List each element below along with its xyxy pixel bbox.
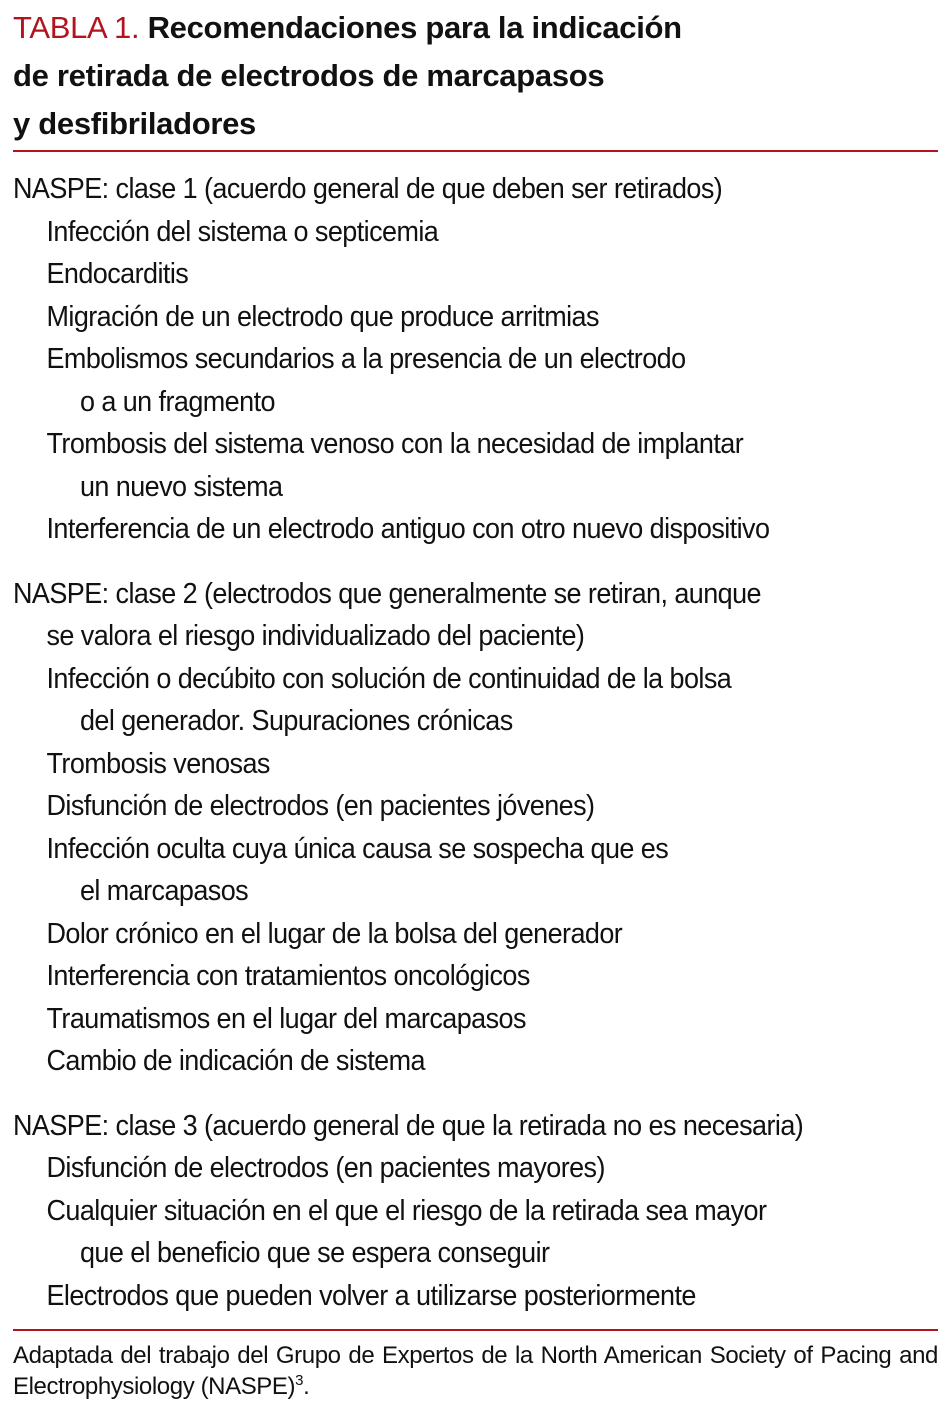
list-item: Cualquier situación en el que el riesgo de la retirada sea mayor — [46, 1194, 767, 1227]
table-footnote — [13, 1340, 938, 1402]
list-item: Cambio de indicación de sistema — [46, 1045, 425, 1077]
footnote-text: Adaptada del trabajo del Grupo de Expertos de la North American Society of Pacing and Electrophysiology (NASPE) — [13, 1342, 938, 1400]
table-heading-line-1: Recomendaciones para la indicación — [147, 10, 682, 45]
footnote-period: . — [303, 1373, 310, 1400]
list-item: Infección del sistema o septicemia — [46, 215, 439, 248]
section-heading: NASPE: clase 2 (electrodos que generalmente se retiran, aunque — [13, 577, 761, 610]
list-item-continuation: el marcapasos — [79, 875, 249, 907]
section-heading-continuation: se valora el riesgo individualizado del paciente) — [46, 620, 585, 652]
list-item: Migración de un electrodo que produce arritmias — [46, 300, 599, 333]
bottom-divider — [13, 1329, 938, 1331]
list-item: Traumatismos en el lugar del marcapasos — [46, 1002, 526, 1035]
footnote-reference: 3 — [295, 1372, 304, 1389]
list-item: Disfunción de electrodos (en pacientes mayores) — [46, 1152, 605, 1184]
list-item: Trombosis venosas — [46, 747, 270, 780]
table-heading-line-3: y desfibriladores — [13, 106, 256, 141]
list-item: Infección oculta cuya única causa se sospecha que es — [46, 832, 669, 865]
list-item: Interferencia de un electrodo antiguo con otro nuevo dispositivo — [46, 513, 770, 545]
list-item: Interferencia con tratamientos oncológicos — [46, 960, 530, 992]
list-item: Trombosis del sistema venoso con la necesidad de implantar — [46, 428, 744, 460]
table-body — [13, 168, 873, 1317]
section-heading: NASPE: clase 3 (acuerdo general de que la retirada no es necesaria) — [13, 1109, 804, 1142]
section-class-2 — [13, 573, 873, 1083]
list-item: Electrodos que pueden volver a utilizarse posteriormente — [46, 1279, 696, 1312]
section-heading: NASPE: clase 1 (acuerdo general de que deben ser retirados) — [13, 173, 723, 205]
section-class-3 — [13, 1105, 873, 1318]
table-label: TABLA 1. — [13, 10, 140, 45]
list-item: Embolismos secundarios a la presencia de un electrodo — [46, 343, 686, 375]
section-class-1 — [13, 168, 873, 551]
list-item: Disfunción de electrodos (en pacientes jóvenes) — [46, 790, 595, 822]
list-item-continuation: que el beneficio que se espera conseguir — [79, 1237, 550, 1269]
list-item-continuation: o a un fragmento — [79, 385, 275, 418]
list-item-continuation: un nuevo sistema — [79, 470, 283, 503]
table-heading-line-2: de retirada de electrodos de marcapasos — [13, 58, 605, 93]
list-item-continuation: del generador. Supuraciones crónicas — [79, 705, 513, 737]
list-item: Infección o decúbito con solución de continuidad de la bolsa — [46, 662, 732, 695]
list-item: Dolor crónico en el lugar de la bolsa del generador — [46, 917, 623, 950]
top-divider — [13, 150, 938, 152]
table-title — [13, 4, 933, 148]
list-item: Endocarditis — [46, 258, 189, 290]
